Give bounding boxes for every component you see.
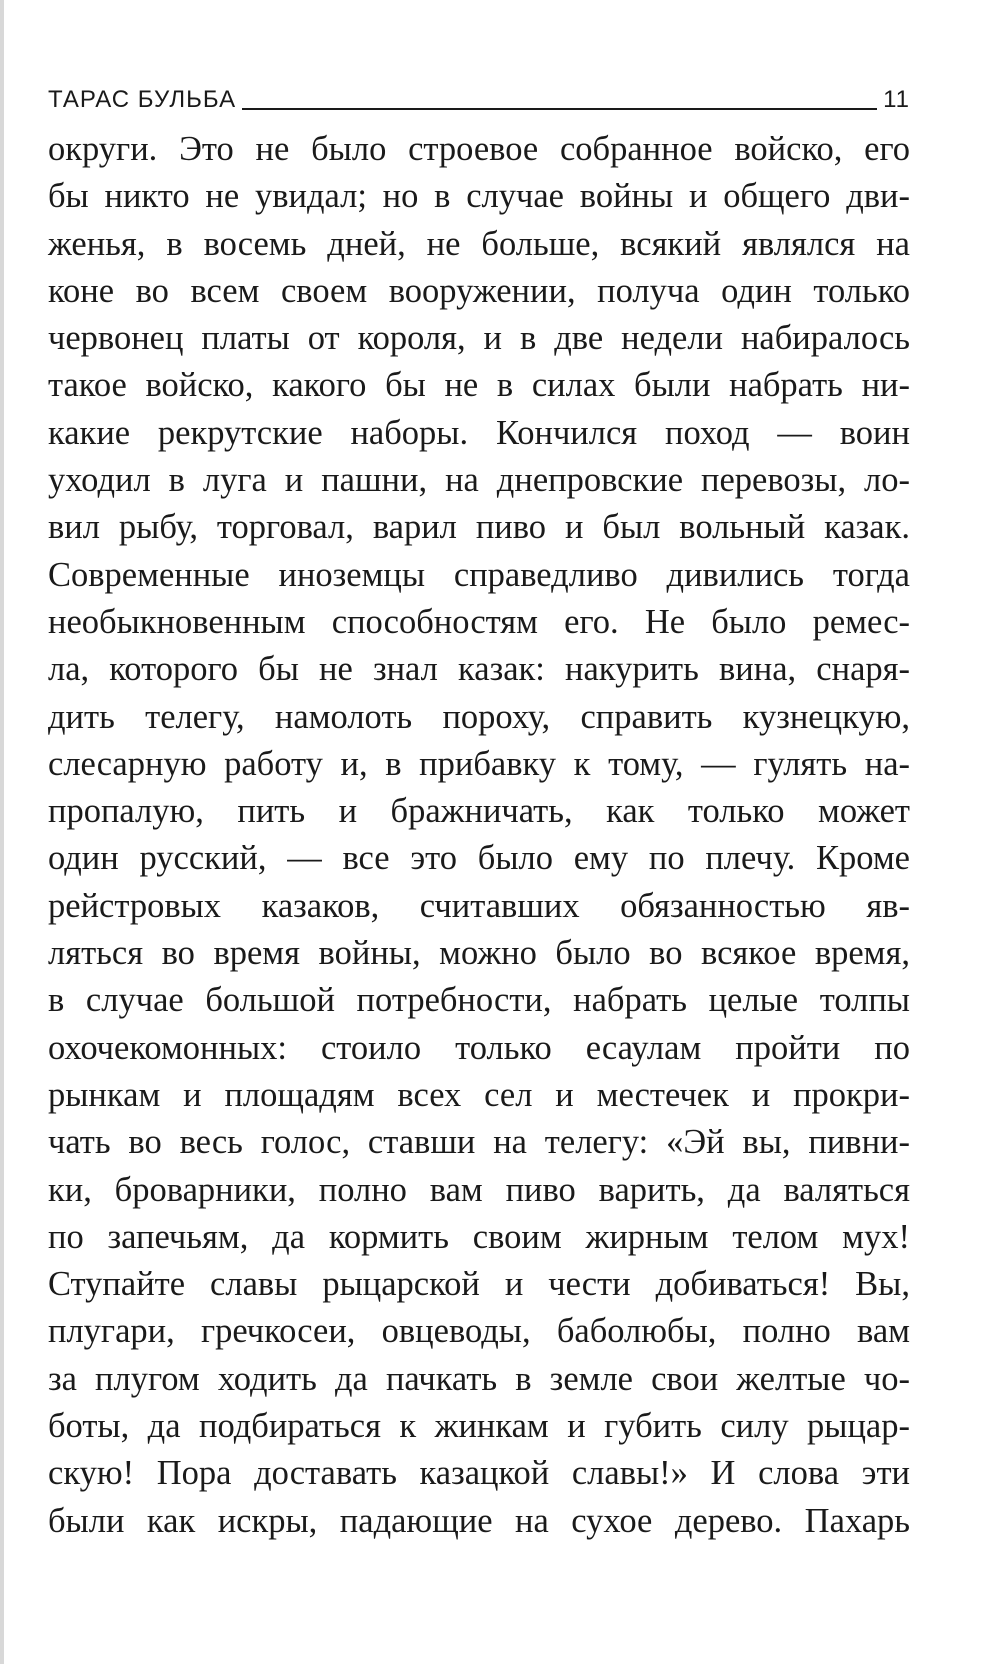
text-line: были как искры, падающие на сухое дерево. Пахарь bbox=[48, 1501, 910, 1540]
text-line: чать во весь голос, ставши на телегу: «Эй вы, пивни- bbox=[48, 1123, 910, 1162]
text-line: такое войско, какого бы не в силах были набрать ни- bbox=[48, 366, 910, 405]
text-line: какие рекрутские наборы. Кончился поход — воин bbox=[48, 413, 910, 452]
text-line: женья, в восемь дней, не больше, всякий являлся на bbox=[48, 224, 910, 263]
text-line: по запечьям, да кормить своим жирным телом мух! bbox=[48, 1217, 910, 1256]
text-line: скую! Пора доставать казацкой славы!» И слова эти bbox=[48, 1454, 910, 1493]
page-edge-shadow bbox=[0, 0, 4, 1664]
page-number: 11 bbox=[883, 86, 910, 113]
text-line: охочекомонных: стоило только есаулам пройти по bbox=[48, 1028, 910, 1067]
text-line: ляться во время войны, можно было во всякое время, bbox=[48, 934, 910, 973]
text-line: рейстровых казаков, считавших обязанностью яв- bbox=[48, 886, 910, 925]
text-line: боты, да подбираться к жинкам и губить силу рыцар- bbox=[48, 1407, 910, 1446]
book-page bbox=[48, 72, 910, 1545]
text-line: необыкновенным способностям его. Не было ремес- bbox=[48, 602, 910, 641]
text-line: ла, которого бы не знал казак: накурить вина, снаря- bbox=[48, 650, 910, 689]
text-line: ки, броварники, полно вам пиво варить, да валяться bbox=[48, 1170, 910, 1209]
text-line: один русский, — все это было ему по плечу. Кроме bbox=[48, 839, 910, 878]
text-line: в случае большой потребности, набрать целые толпы bbox=[48, 981, 910, 1020]
running-title: ТАРАС БУЛЬБА bbox=[48, 86, 237, 113]
text-line: рынкам и площадям всех сел и местечек и прокри- bbox=[48, 1075, 910, 1114]
running-header bbox=[48, 72, 910, 112]
text-line: червонец платы от короля, и в две недели набиралось bbox=[48, 319, 910, 358]
text-line: пропалую, пить и бражничать, как только может bbox=[48, 792, 910, 831]
text-line: бы никто не увидал; но в случае войны и общего дви- bbox=[48, 177, 910, 216]
text-line: слесарную работу и, в прибавку к тому, — гулять на- bbox=[48, 744, 910, 783]
text-line: за плугом ходить да пачкать в земле свои желтые чо- bbox=[48, 1359, 910, 1398]
body-text bbox=[48, 126, 910, 1545]
text-line: уходил в луга и пашни, на днепровские перевозы, ло- bbox=[48, 461, 910, 500]
text-line: плугари, гречкосеи, овцеводы, баболюбы, полно вам bbox=[48, 1312, 910, 1351]
text-line: округи. Это не было строевое собранное войско, его bbox=[48, 130, 910, 168]
text-line: Современные иноземцы справедливо дивились тогда bbox=[48, 555, 910, 594]
text-line: вил рыбу, торговал, варил пиво и был вольный казак. bbox=[48, 508, 910, 547]
text-line: коне во всем своем вооружении, получа один только bbox=[48, 271, 910, 310]
text-line: Ступайте славы рыцарской и чести добиваться! Вы, bbox=[48, 1265, 910, 1304]
text-line: дить телегу, намолоть пороху, справить кузнецкую, bbox=[48, 697, 910, 736]
header-rule bbox=[242, 108, 877, 110]
